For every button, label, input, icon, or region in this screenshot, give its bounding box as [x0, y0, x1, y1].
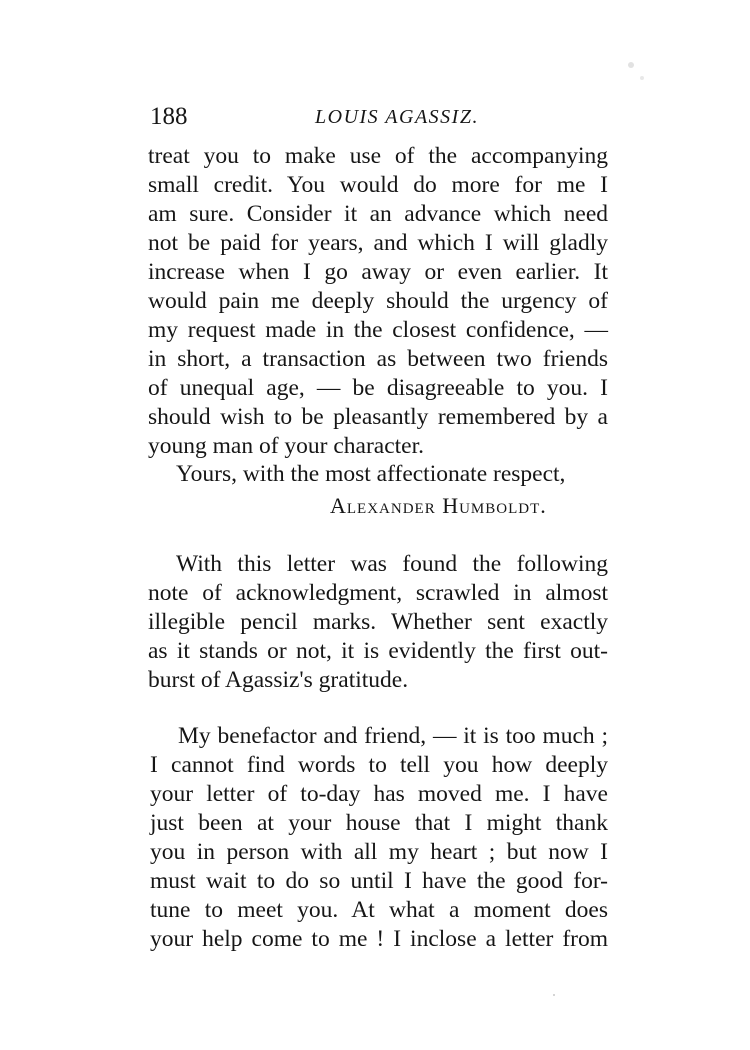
text-line: your letter of to-day has moved me. I have	[150, 781, 608, 807]
text-line: burst of Agassiz's gratitude.	[148, 667, 409, 693]
text-line: your help come to me ! I inclose a letter from	[150, 926, 608, 952]
letter-signature: Alexander Humboldt.	[330, 493, 547, 518]
scan-speck	[640, 76, 644, 80]
text-line: should wish to be pleasantly remembered by a	[148, 404, 608, 430]
letter-text	[148, 142, 608, 461]
running-title: LOUIS AGASSIZ.	[315, 106, 479, 128]
reply-letter	[150, 722, 608, 954]
text-line: must wait to do so until I have the good for-	[150, 868, 608, 894]
text-line: of unequal age, — be disagreeable to you. I	[148, 375, 608, 401]
text-line: you in person with all my heart ; but now I	[150, 839, 608, 865]
text-line: my request made in the closest confidence, —	[148, 317, 608, 343]
text-line: My benefactor and friend, — it is too much ;	[178, 723, 608, 749]
scan-speck	[628, 62, 634, 68]
running-head	[150, 101, 608, 133]
text-line: not be paid for years, and which I will gladly	[148, 230, 608, 256]
text-line: small credit. You would do more for me I	[148, 172, 608, 198]
letter-closing: Yours, with the most affectionate respect,	[176, 461, 566, 487]
text-line: young man of your character.	[148, 433, 425, 459]
text-line: illegible pencil marks. Whether sent exactly	[148, 609, 608, 635]
text-line: With this letter was found the following	[176, 551, 608, 577]
text-line: note of acknowledgment, scrawled in almost	[148, 580, 608, 606]
scan-speck	[553, 994, 555, 996]
page-number: 188	[150, 103, 188, 130]
narrative-paragraph	[148, 550, 608, 695]
text-line: as it stands or not, it is evidently the first out-	[148, 638, 608, 664]
text-line: increase when I go away or even earlier. It	[148, 259, 608, 285]
text-line: I cannot find words to tell you how deeply	[150, 752, 608, 778]
text-line: just been at your house that I might thank	[150, 810, 608, 836]
text-line: would pain me deeply should the urgency of	[148, 288, 608, 314]
text-line: tune to meet you. At what a moment does	[150, 897, 608, 923]
text-line: in short, a transaction as between two friends	[148, 346, 608, 372]
text-line: am sure. Consider it an advance which need	[148, 201, 608, 227]
text-line: treat you to make use of the accompanying	[148, 143, 608, 169]
